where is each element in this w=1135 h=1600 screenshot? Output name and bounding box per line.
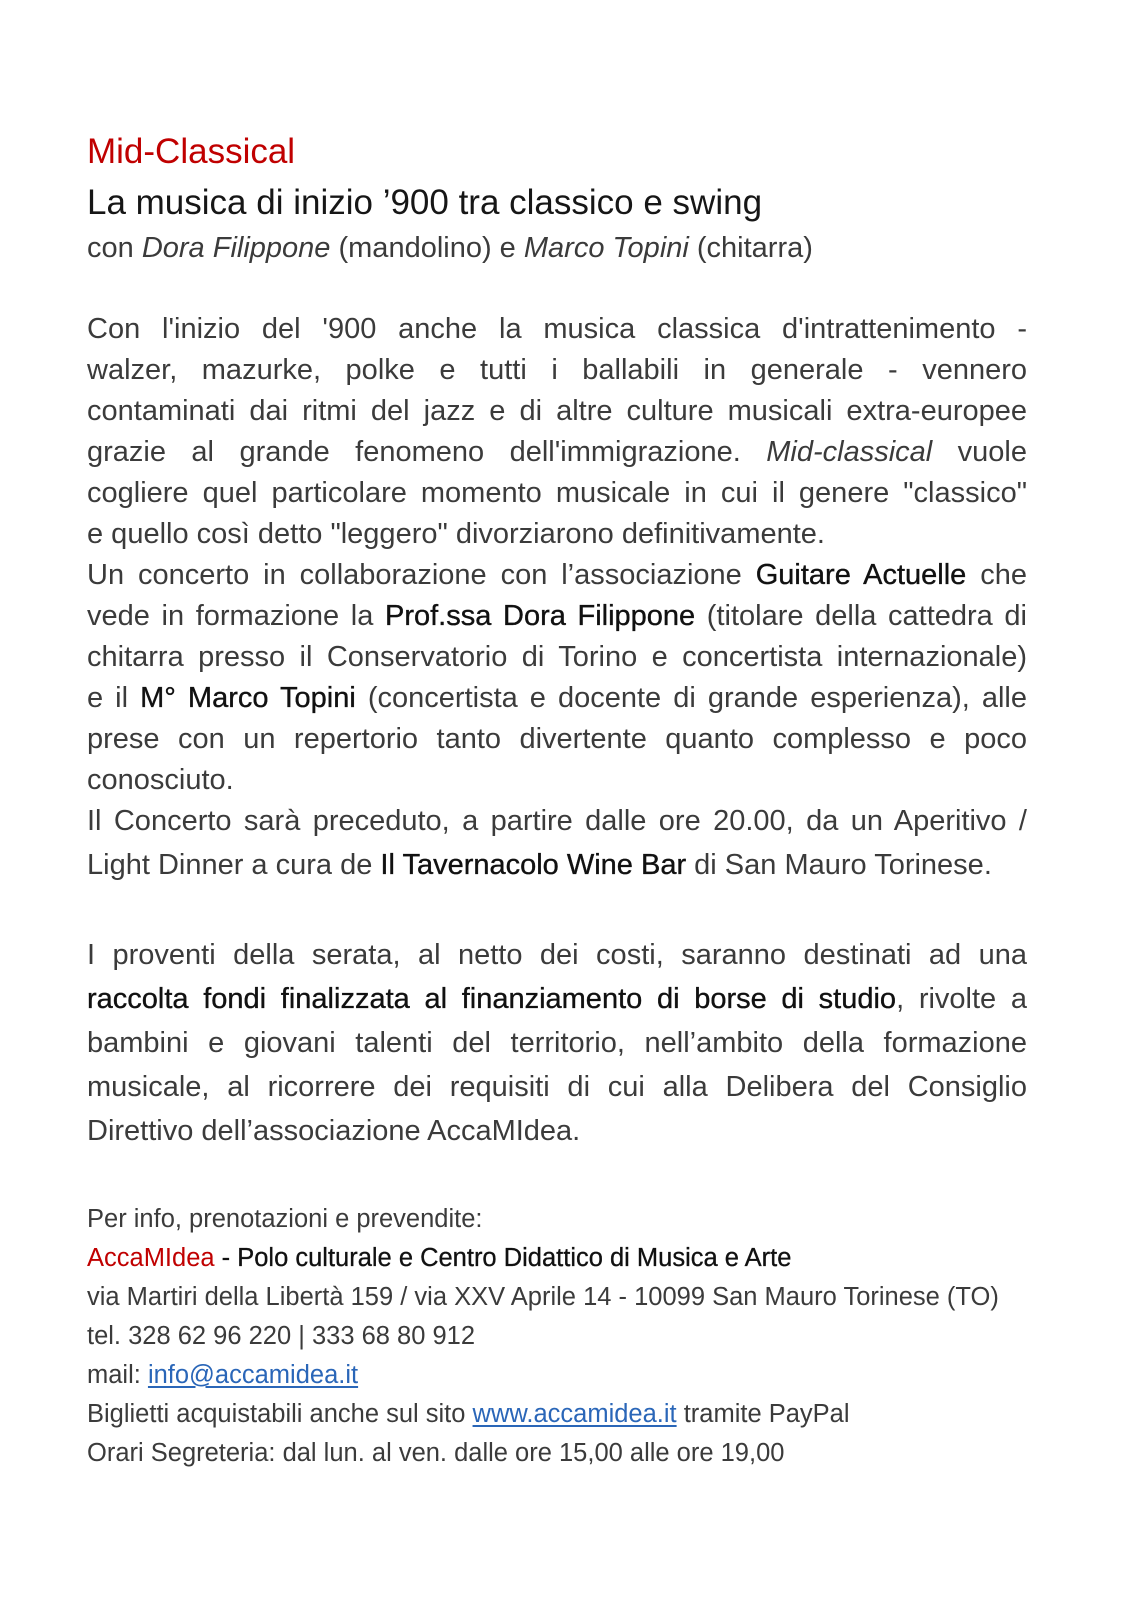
description-line: cogliere quel particolare momento musicale in cui il genere "classico" bbox=[87, 477, 1027, 509]
event-header bbox=[87, 126, 1027, 268]
fundraising-line: musicale, al ricorrere dei requisiti di cui alla Delibera del Consiglio bbox=[87, 1071, 1027, 1103]
fundraising-line: bambini e giovani talenti del territorio, nell’ambito della formazione bbox=[87, 1027, 1027, 1059]
performers-line bbox=[87, 228, 1027, 268]
description-line: e quello così detto "leggero" divorziarono definitivamente. bbox=[87, 518, 825, 550]
line-text: vede in formazione la bbox=[87, 600, 385, 632]
event-subtitle: La musica di inizio ’900 tra classico e swing bbox=[87, 183, 763, 222]
description-line bbox=[87, 596, 1027, 637]
partner-association-name: Guitare Actuelle bbox=[755, 559, 967, 591]
line-text: vuole bbox=[932, 436, 1027, 468]
description-line bbox=[87, 432, 1027, 473]
line-text: Un concerto in collaborazione con l’associazione bbox=[87, 559, 756, 591]
description-line: prese con un repertorio tanto divertente quanto complesso e poco bbox=[87, 723, 1027, 755]
mail-label: mail: bbox=[87, 1361, 148, 1389]
organization-name: AccaMIdea bbox=[87, 1244, 215, 1272]
description-line bbox=[87, 678, 1027, 719]
fundraising-note bbox=[87, 933, 1027, 1153]
tickets-prefix: Biglietti acquistabili anche sul sito bbox=[87, 1400, 473, 1428]
contact-info bbox=[87, 1200, 1027, 1473]
mail-line bbox=[87, 1356, 1027, 1395]
performer-name: M° Marco Topini bbox=[140, 682, 356, 714]
event-title: Mid-Classical bbox=[87, 132, 296, 171]
description-line bbox=[87, 845, 1027, 886]
performer-name: Prof.ssa Dora Filippone bbox=[385, 600, 696, 632]
event-description bbox=[87, 309, 1027, 886]
line-text: e il bbox=[87, 682, 141, 714]
description-line: contaminati dai ritmi del jazz e di altre culture musicali extra-europee bbox=[87, 395, 1027, 427]
line-text: Light Dinner a cura de bbox=[87, 849, 381, 881]
email-link[interactable]: info@accamidea.it bbox=[147, 1361, 359, 1389]
tickets-suffix: tramite PayPal bbox=[676, 1400, 850, 1428]
description-line: walzer, mazurke, polke e tutti i ballabili in generale - vennero bbox=[87, 354, 1027, 386]
contact-intro: Per info, prenotazioni e prevendite: bbox=[87, 1205, 483, 1233]
description-line bbox=[87, 555, 1027, 596]
instrument-text: (mandolino) e bbox=[330, 232, 524, 264]
performer-name: Marco Topini bbox=[523, 232, 689, 264]
line-text: , rivolte a bbox=[896, 983, 1027, 1015]
description-line: Il Concerto sarà preceduto, a partire dalle ore 20.00, da un Aperitivo / bbox=[87, 805, 1027, 837]
organization-line bbox=[87, 1239, 1027, 1278]
instrument-text: (chitarra) bbox=[688, 232, 813, 264]
line-text: (concertista e docente di grande esperienza), alle bbox=[355, 682, 1027, 714]
description-line: conosciuto. bbox=[87, 764, 234, 796]
fundraising-line bbox=[87, 977, 1027, 1021]
address: via Martiri della Libertà 159 / via XXV Aprile 14 - 10099 San Mauro Torinese (TO) bbox=[87, 1283, 999, 1311]
caterer-name: Il Tavernacolo Wine Bar bbox=[380, 849, 687, 881]
office-hours: Orari Segreteria: dal lun. al ven. dalle ore 15,00 alle ore 19,00 bbox=[87, 1439, 785, 1467]
line-text: grazie al grande fenomeno dell'immigrazione. bbox=[87, 436, 767, 468]
byline-prefix: con bbox=[87, 232, 142, 264]
performer-name: Dora Filippone bbox=[141, 232, 331, 264]
fundraising-line: Direttivo dell’associazione AccaMIdea. bbox=[87, 1115, 581, 1147]
show-name-italic: Mid-classical bbox=[766, 436, 933, 468]
line-text: (titolare della cattedra di bbox=[695, 600, 1028, 632]
fundraising-purpose: raccolta fondi finalizzata al finanziamento di borse di studio bbox=[87, 983, 897, 1015]
tickets-line bbox=[87, 1395, 1027, 1434]
fundraising-line: I proventi della serata, al netto dei costi, saranno destinati ad una bbox=[87, 939, 1027, 971]
line-text: di San Mauro Torinese. bbox=[686, 849, 992, 881]
organization-tagline: - Polo culturale e Centro Didattico di Musica e Arte bbox=[214, 1244, 792, 1272]
website-link[interactable]: www.accamidea.it bbox=[472, 1400, 677, 1428]
phone-numbers: tel. 328 62 96 220 | 333 68 80 912 bbox=[87, 1322, 476, 1350]
line-text: che bbox=[966, 559, 1027, 591]
description-line: Con l'inizio del '900 anche la musica classica d'intrattenimento - bbox=[87, 313, 1027, 345]
description-line: chitarra presso il Conservatorio di Torino e concertista internazionale) bbox=[87, 641, 1027, 673]
